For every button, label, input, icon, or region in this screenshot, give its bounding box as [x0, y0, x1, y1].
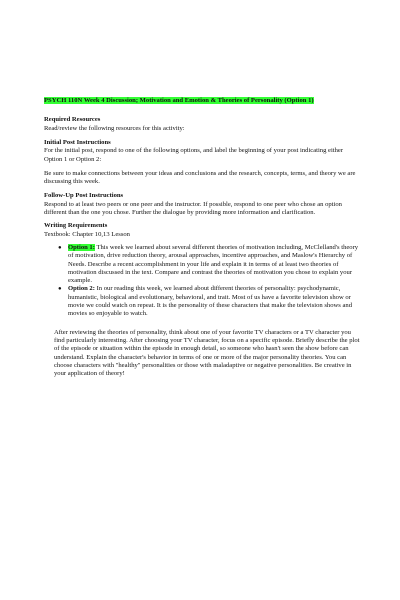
required-resources-heading: Required Resources: [44, 116, 101, 124]
closing-paragraph: After reviewing the theories of personality, think about one of your favorite TV characters or a TV character you find particularly interesting. After choosing your TV character, focus on a specific episode. Briefly describe the plot of the episode or situation within the episode in enough detail, so someone who hasn't seen the show before can understand. Explain the character's behavior in terms of one or more of the major personality theories. You can choose characters with "healthy" personalities or those with maladaptive or negative personalities. Be creative in your application of theory!: [54, 328, 360, 378]
bullet-icon: ●: [58, 286, 62, 293]
follow-up-heading: Follow-Up Post Instructions: [44, 192, 124, 200]
writing-requirements-text: Textbook: Chapter 10,13 Lesson: [44, 230, 130, 238]
follow-up-text: Respond to at least two peers or one peer and the instructor. If possible, respond to one peer who chose an option different than the one you chose. Further the dialogue by providing more information and clarification.: [44, 200, 342, 217]
option-1-item: [44, 244, 362, 285]
writing-requirements-heading: Writing Requirements: [44, 222, 108, 230]
document-page: [44, 97, 362, 378]
option-2-item: [44, 285, 362, 318]
title-highlight: PSYCH 110N Week 4 Discussion; Motivation and Emotion & Theories of Personality (Option 1): [44, 97, 314, 104]
bullet-icon: ●: [58, 244, 62, 251]
option-1-label: Option 1:: [68, 243, 95, 251]
option-2-label: Option 2:: [68, 285, 95, 293]
required-resources-text: Read/review the following resources for this activity:: [44, 124, 185, 132]
initial-post-heading: Initial Post Instructions: [44, 139, 111, 146]
initial-post-text: For the initial post, respond to one of the following options, and label the beginning of your post indicating either Option 1 or Option 2:: [44, 147, 344, 163]
option-2-text: In our reading this week, we learned about different theories of personality: psychodynamic, humanistic, biological and evolutionary, behavioral, and trait. Most of us have a favorite television show or movie we could watch on repeat. It is the personality of these characters that make the television shows and movies so enjoyable to watch.: [68, 285, 352, 318]
connections-text: Be sure to make connections between your ideas and conclusions and the research, concepts, terms, and theory we are discussing this week.: [44, 169, 356, 186]
options-list: [44, 244, 362, 319]
document-title: [44, 97, 362, 105]
option-1-text: This week we learned about several different theories of motivation including, McClelland's theory of motivation, drive reduction theory, arousal approaches, incentive approaches, and Maslow's Hierarchy of Needs. Describe a recent accomplishment in your life and explain it in terms of at least two theories of motivation discussed in the text. Compare and contrast the theories of motivation you chose to explain your example.: [68, 243, 359, 285]
